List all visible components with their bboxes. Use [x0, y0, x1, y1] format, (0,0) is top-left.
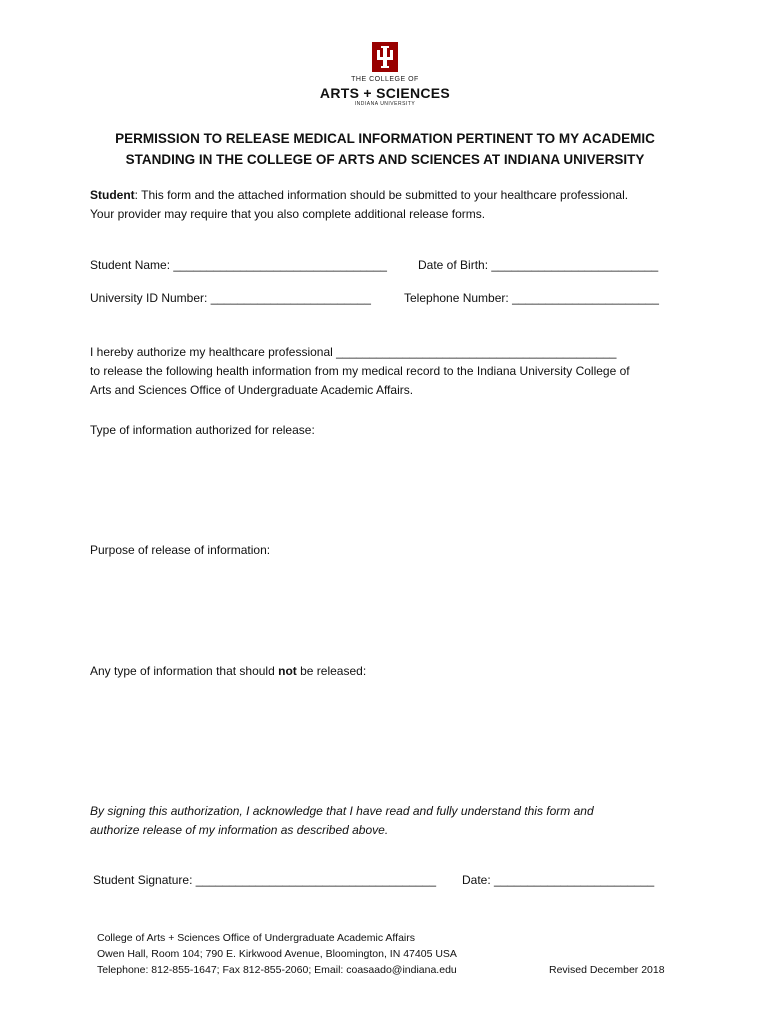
- authorize-line-1[interactable]: I hereby authorize my healthcare professional __________________________________________: [90, 345, 617, 359]
- date-of-birth-field[interactable]: Date of Birth: _________________________: [418, 258, 659, 272]
- authorize-line-2: to release the following health information from my medical record to the Indiana University College of: [90, 364, 630, 378]
- page-title: [60, 128, 710, 170]
- student-signature-field[interactable]: Student Signature: ____________________________________: [93, 873, 436, 887]
- signature-date-field[interactable]: Date: ________________________: [462, 873, 655, 887]
- university-id-field[interactable]: University ID Number: ________________________: [90, 291, 371, 305]
- acknowledgement-paragraph: [90, 802, 690, 840]
- not-released-bold: not: [278, 664, 297, 678]
- logo-arts-sciences: ARTS + SCIENCES: [319, 85, 451, 101]
- logo-indiana-university: INDIANA UNIVERSITY: [354, 101, 416, 107]
- intro-line-2: Your provider may require that you also complete additional release forms.: [90, 207, 486, 221]
- footer-address-line: Owen Hall, Room 104; 790 E. Kirkwood Avenue, Bloomington, IN 47405 USA: [97, 948, 457, 960]
- student-name-field[interactable]: Student Name: ________________________________: [90, 258, 387, 272]
- logo-college-of: THE COLLEGE OF: [351, 76, 419, 83]
- footer-contact: Telephone: 812-855-1647; Fax 812-855-2060; Email: coasaado@indiana.edu: [97, 964, 457, 976]
- intro-line-1: : This form and the attached information should be submitted to your healthcare professional.: [134, 188, 629, 202]
- not-released-post: be released:: [296, 664, 367, 678]
- intro-paragraph: [90, 186, 690, 224]
- acknowledge-line-1: By signing this authorization, I acknowledge that I have read and fully understand this form and: [90, 804, 594, 818]
- title-line-2: STANDING IN THE COLLEGE OF ARTS AND SCIENCES AT INDIANA UNIVERSITY: [125, 152, 645, 167]
- acknowledge-line-2: authorize release of my information as described above.: [90, 823, 389, 837]
- authorize-line-3: Arts and Sciences Office of Undergraduate Academic Affairs.: [90, 383, 414, 397]
- authorization-paragraph: [90, 343, 690, 400]
- title-line-1: PERMISSION TO RELEASE MEDICAL INFORMATION PERTINENT TO MY ACADEMIC: [115, 131, 655, 146]
- intro-lead: Student: [90, 188, 135, 202]
- telephone-field[interactable]: Telephone Number: ______________________: [404, 291, 659, 305]
- footer-address: [97, 930, 457, 978]
- not-released-label: [90, 664, 366, 678]
- not-released-pre: Any type of information that should: [90, 664, 279, 678]
- footer-office: College of Arts + Sciences Office of Undergraduate Academic Affairs: [97, 932, 415, 944]
- iu-trident-logo-icon: [372, 42, 398, 72]
- revised-date: Revised December 2018: [549, 964, 665, 976]
- type-info-label: Type of information authorized for release:: [90, 423, 315, 437]
- purpose-label: Purpose of release of information:: [90, 543, 271, 557]
